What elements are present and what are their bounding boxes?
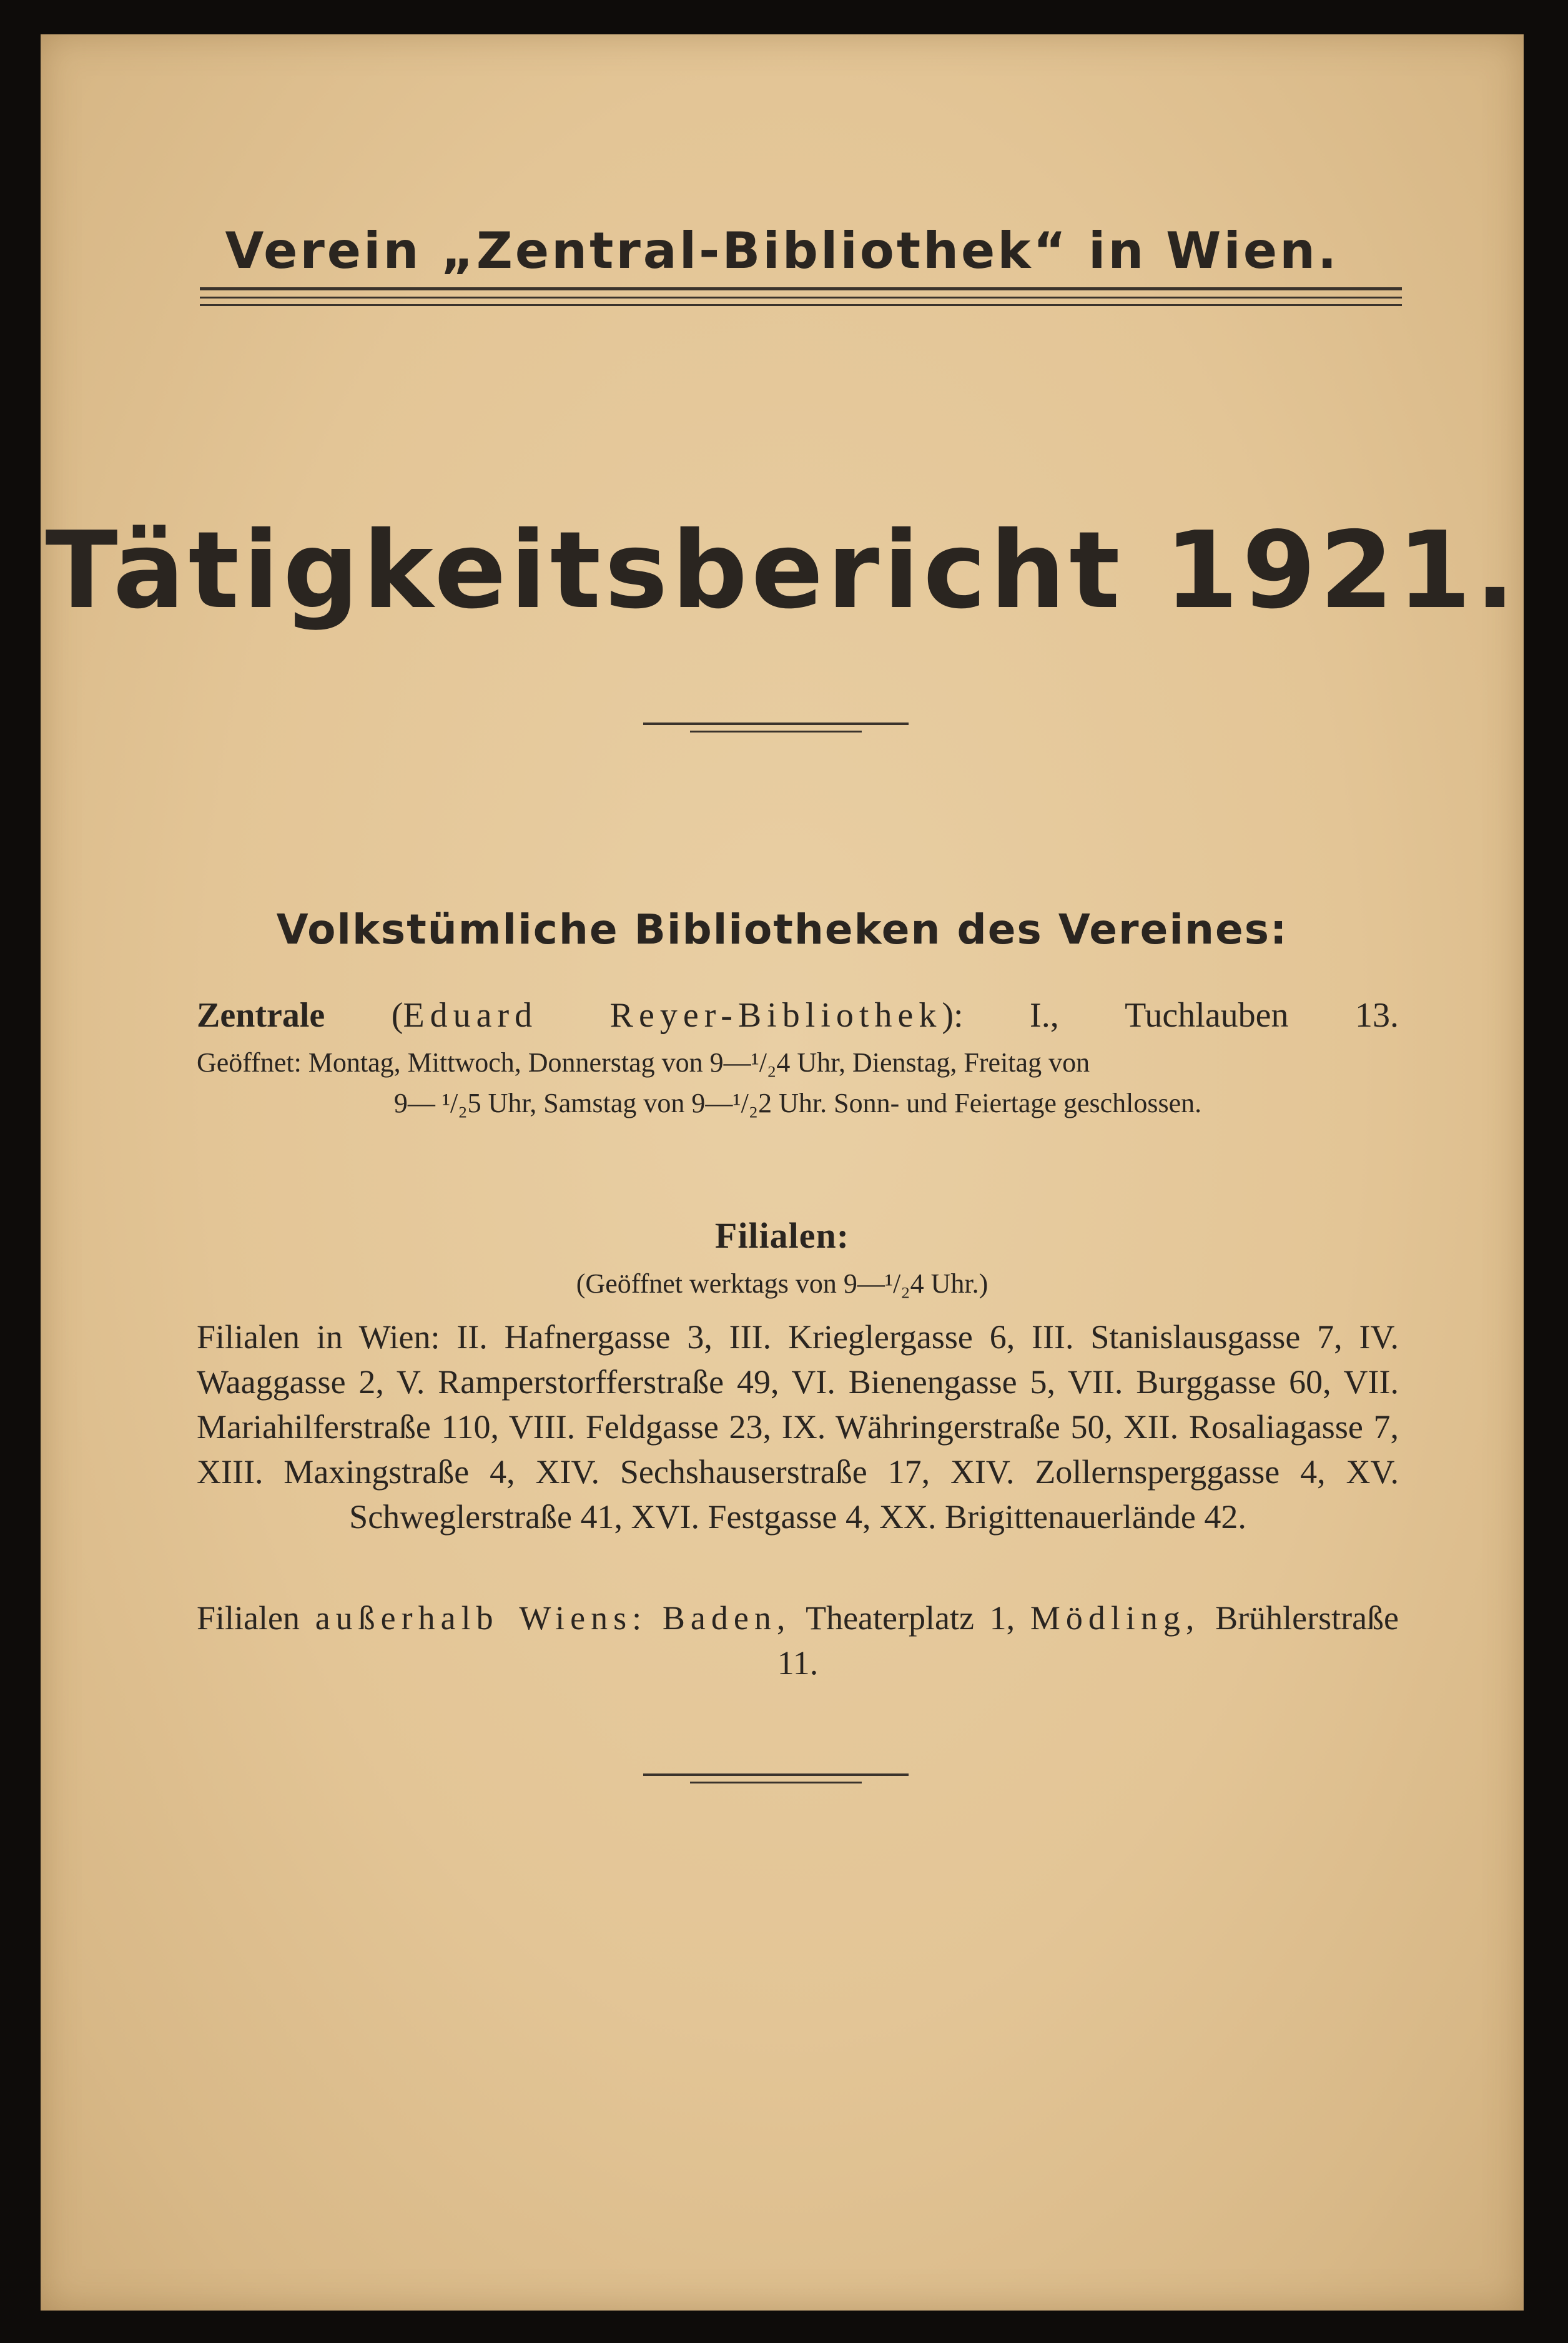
zentrale-line (197, 993, 1399, 1038)
filialen-moedling-address: Brühlerstraße 11. (777, 1599, 1399, 1682)
zentrale-name-prefix: ( (391, 996, 403, 1035)
header-rule-middle (200, 297, 1402, 298)
filialen-wien-list: Filialen in Wien: II. Hafnergasse 3, III. Krieglergasse 6, III. Stanislausgasse 7, IV. Waaggasse 2, V. Ramperstorfferstraße 49, VI. Bienengasse 5, VII. Burggasse 60, VII. Mariahilferstraße 110, VIII. Feldgasse 23, IX. Währingerstraße 50, XII. Rosaliagasse 7, XIII. Maxingstraße 4, XIV. Sechshauserstraße 17, XIV. Zollernsperggasse 4, XV. Schweglerstraße 41, XVI. Festgasse 4, XX. Brigittenauerlände 42. (197, 1318, 1399, 1536)
page-title: Tätigkeitsbericht 1921. (45, 509, 1519, 633)
footer-divider-bottom (690, 1782, 862, 1783)
filialen-aussen-spaced: außerhalb Wiens: (315, 1599, 648, 1637)
association-header: Verein „Zentral-Bibliothek“ in Wien. (225, 222, 1339, 280)
filialen-heading: Filialen: (714, 1215, 850, 1256)
zentrale-hours-line1: Geöffnet: Montag, Mittwoch, Donnerstag von 9—¹/₂4 Uhr, Dienstag, Freitag von (197, 1047, 1090, 1078)
filialen-aussen-label: Filialen (197, 1599, 300, 1637)
zentrale-label: Zentrale (197, 996, 325, 1035)
filialen-hours: (Geöffnet werktags von 9—¹/₂4 Uhr.) (576, 1268, 989, 1299)
title-divider-top (643, 723, 909, 725)
header-rule-bottom (200, 304, 1402, 306)
filialen-moedling: Mödling, (1030, 1599, 1200, 1637)
document-page (41, 34, 1524, 2311)
filialen-baden-address: Theaterplatz 1, (806, 1599, 1015, 1637)
filialen-baden: Baden, (662, 1599, 791, 1637)
zentrale-hours-line2: 9— ¹/₂5 Uhr, Samstag von 9—¹/₂2 Uhr. Sonn- und Feiertage geschlossen. (393, 1088, 1202, 1118)
zentrale-name-suffix: ): (942, 996, 964, 1035)
zentrale-address: I., Tuchlauben 13. (1030, 996, 1399, 1035)
title-divider-bottom (690, 731, 862, 732)
filialen-aussen-list (197, 1596, 1399, 1685)
footer-divider-top (643, 1773, 909, 1776)
header-rule-top (200, 287, 1402, 290)
section-heading: Volkstümliche Bibliotheken des Vereines: (276, 905, 1288, 954)
zentrale-name: Eduard Reyer-Bibliothek (403, 996, 942, 1035)
